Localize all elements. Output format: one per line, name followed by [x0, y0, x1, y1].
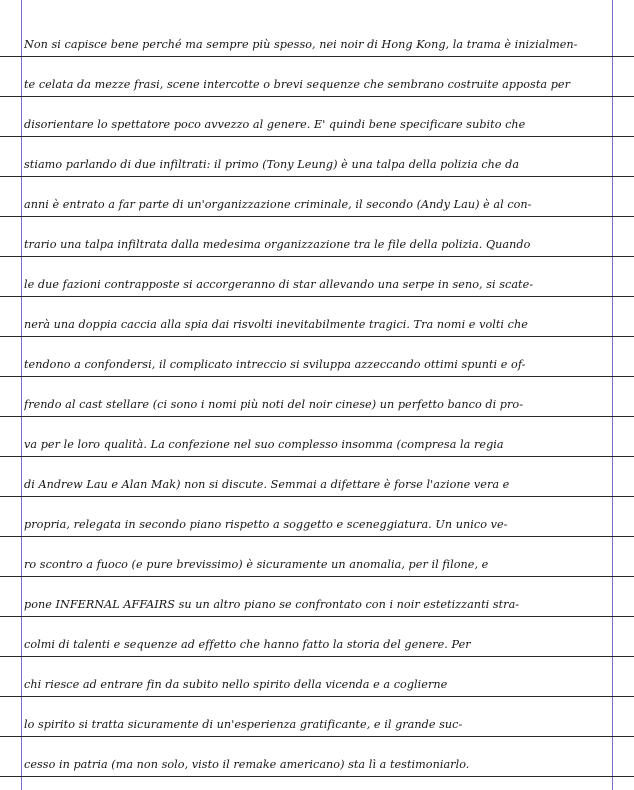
handwritten-line: ro scontro a fuoco (e pure brevissimo) è sicuramente un anomalia, per il filone, e	[24, 558, 489, 571]
handwritten-line: tendono a confondersi, il complicato intreccio si sviluppa azzeccando ottimi spunti e of-	[24, 358, 526, 371]
handwritten-line: lo spirito si tratta sicuramente di un'esperienza gratificante, e il grande suc-	[24, 718, 463, 731]
handwritten-line: trario una talpa infiltrata dalla medesima organizzazione tra le file della polizia. Quando	[24, 238, 531, 251]
handwritten-line: pone INFERNAL AFFAIRS su un altro piano se confrontato con i noir estetizzanti stra-	[24, 598, 520, 611]
handwritten-line: le due fazioni contrapposte si accorgeranno di star allevando una serpe in seno, si scate-	[24, 278, 534, 291]
handwritten-line: te celata da mezze frasi, scene intercotte o brevi sequenze che sembrano costruite apposta per	[24, 78, 570, 91]
handwritten-line: cesso in patria (ma non solo, visto il remake americano) sta lì a testimoniarlo.	[24, 758, 470, 771]
handwritten-line: frendo al cast stellare (ci sono i nomi più noti del noir cinese) un perfetto banco di pro-	[24, 398, 524, 411]
handwritten-line: chi riesce ad entrare fin da subito nello spirito della vicenda e a coglierne	[24, 678, 448, 691]
handwritten-line: anni è entrato a far parte di un'organizzazione criminale, il secondo (Andy Lau) è al con-	[24, 198, 532, 211]
handwritten-line: disorientare lo spettatore poco avvezzo al genere. E' quindi bene specificare subito che	[24, 118, 526, 131]
right-margin-line	[612, 0, 613, 790]
handwritten-line: nerà una doppia caccia alla spia dai risvolti inevitabilmente tragici. Tra nomi e volti che	[24, 318, 528, 331]
handwritten-line: Non si capisce bene perché ma sempre più spesso, nei noir di Hong Kong, la trama è inizialmen-	[24, 38, 578, 51]
handwritten-line: propria, relegata in secondo piano rispetto a soggetto e sceneggiatura. Un unico ve-	[24, 518, 508, 531]
handwritten-line: va per le loro qualità. La confezione nel suo complesso insomma (compresa la regia	[24, 438, 504, 451]
handwritten-line: stiamo parlando di due infiltrati: il primo (Tony Leung) è una talpa della polizia che da	[24, 158, 520, 171]
handwritten-line: di Andrew Lau e Alan Mak) non si discute. Semmai a difettare è forse l'azione vera e	[24, 478, 510, 491]
handwritten-line: colmi di talenti e sequenze ad effetto che hanno fatto la storia del genere. Per	[24, 638, 471, 651]
left-margin-line	[21, 0, 22, 790]
